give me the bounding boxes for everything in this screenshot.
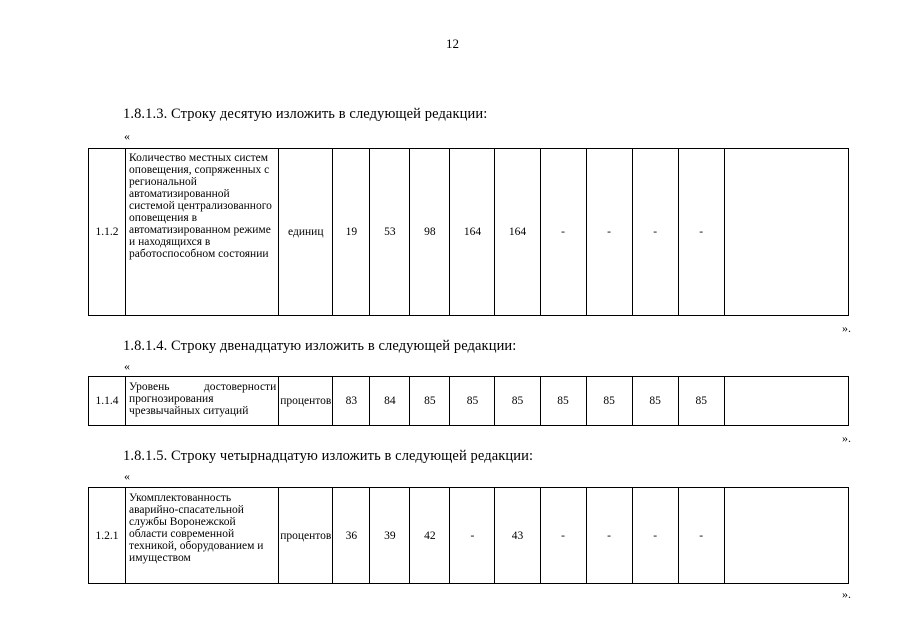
value-cell: 36 [333,488,370,584]
unit-cell: единиц [279,149,333,316]
value-cell: - [632,488,678,584]
section-heading: 1.8.1.4. Строку двенадцатую изложить в следующей редакции: [123,338,517,354]
value-cell: 85 [495,377,540,426]
value-cell: - [678,488,724,584]
indicator-name: Укомплектованность аварийно-спасательной службы Воронежской области современной техникой, оборудованием и имуществом [126,488,279,584]
value-cell: - [540,488,586,584]
row-number: 1.1.4 [89,377,126,426]
indicator-name: Количество местных систем оповещения, сопряженных с региональной автоматизированной системой централизованного оповещения в автоматизированном режиме и находящихся в работоспособном состоянии [126,149,279,316]
value-cell: 98 [410,149,450,316]
value-cell: - [586,488,632,584]
value-cell: 85 [410,377,450,426]
page-number: 12 [446,36,459,51]
value-cell [724,149,848,316]
value-cell [724,377,848,426]
value-cell: 83 [333,377,370,426]
value-cell: 84 [370,377,410,426]
value-cell: 42 [410,488,450,584]
value-cell: - [632,149,678,316]
closing-quote: ». [842,587,851,601]
amendment-table [88,148,849,316]
unit-cell: процентов [279,377,333,426]
value-cell: 43 [495,488,540,584]
closing-quote: ». [842,431,851,445]
value-cell: 39 [370,488,410,584]
indicator-name: Уровень достоверности прогнозирования чрезвычайных ситуаций [126,377,279,426]
value-cell: - [586,149,632,316]
value-cell [724,488,848,584]
table-row [89,149,849,316]
amendment-table [88,376,849,426]
value-cell: 53 [370,149,410,316]
value-cell: 85 [586,377,632,426]
value-cell: 85 [678,377,724,426]
value-cell: 164 [495,149,540,316]
value-cell: - [678,149,724,316]
section-heading: 1.8.1.5. Строку четырнадцатую изложить в следующей редакции: [123,448,534,464]
value-cell: - [450,488,495,584]
unit-cell: процентов [279,488,333,584]
opening-quote: « [124,129,130,143]
value-cell: 85 [632,377,678,426]
row-number: 1.2.1 [89,488,126,584]
table-row [89,488,849,584]
amendment-table [88,487,849,584]
value-cell: 85 [540,377,586,426]
section-heading: 1.8.1.3. Строку десятую изложить в следующей редакции: [123,106,488,122]
row-number: 1.1.2 [89,149,126,316]
opening-quote: « [124,359,130,373]
value-cell: 19 [333,149,370,316]
value-cell: 85 [450,377,495,426]
table-row [89,377,849,426]
opening-quote: « [124,469,130,483]
closing-quote: ». [842,321,851,335]
value-cell: 164 [450,149,495,316]
value-cell: - [540,149,586,316]
